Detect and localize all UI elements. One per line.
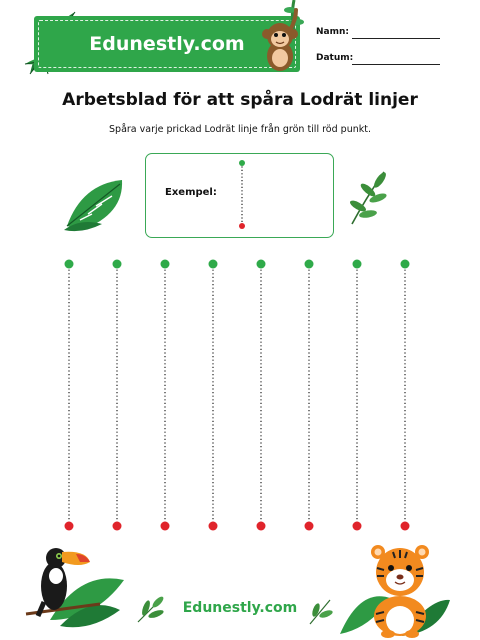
footer-brand: Edunestly.com: [182, 600, 298, 616]
start-dot: [257, 260, 266, 269]
trace-line-2[interactable]: [111, 258, 123, 532]
worksheet-instruction: Spåra varje prickad Lodrät linje från grön till röd punkt.: [109, 124, 371, 135]
example-start-dot: [239, 160, 245, 166]
name-field[interactable]: [352, 38, 440, 39]
start-dot: [353, 260, 362, 269]
end-dot: [209, 522, 218, 531]
trace-line-5[interactable]: [255, 258, 267, 532]
end-dot: [161, 522, 170, 531]
trace-line-1[interactable]: [63, 258, 75, 532]
date-field[interactable]: [352, 64, 440, 65]
monkey-icon: [252, 0, 312, 80]
trace-line-4[interactable]: [207, 258, 219, 532]
date-label: Datum:: [316, 53, 354, 63]
example-end-dot: [239, 223, 245, 229]
toucan-icon: [20, 540, 130, 630]
start-dot: [65, 260, 74, 269]
end-dot: [401, 522, 410, 531]
start-dot: [209, 260, 218, 269]
trace-line-3[interactable]: [159, 258, 171, 532]
start-dot: [161, 260, 170, 269]
brand-logo-text: Edunestly.com: [89, 33, 245, 55]
example-trace-line[interactable]: [237, 158, 247, 230]
example-label: Exempel:: [165, 187, 217, 198]
end-dot: [65, 522, 74, 531]
start-dot: [401, 260, 410, 269]
monstera-leaf-icon: [62, 174, 132, 234]
end-dot: [113, 522, 122, 531]
trace-line-7[interactable]: [351, 258, 363, 532]
end-dot: [305, 522, 314, 531]
worksheet-title: Arbetsblad för att spåra Lodrät linjer: [62, 90, 418, 110]
trace-line-8[interactable]: [399, 258, 411, 532]
end-dot: [257, 522, 266, 531]
leafy-branch-icon: [344, 168, 394, 228]
start-dot: [305, 260, 314, 269]
trace-line-6[interactable]: [303, 258, 315, 532]
end-dot: [353, 522, 362, 531]
tiger-icon: [340, 538, 450, 638]
name-label: Namn:: [316, 27, 349, 37]
start-dot: [113, 260, 122, 269]
